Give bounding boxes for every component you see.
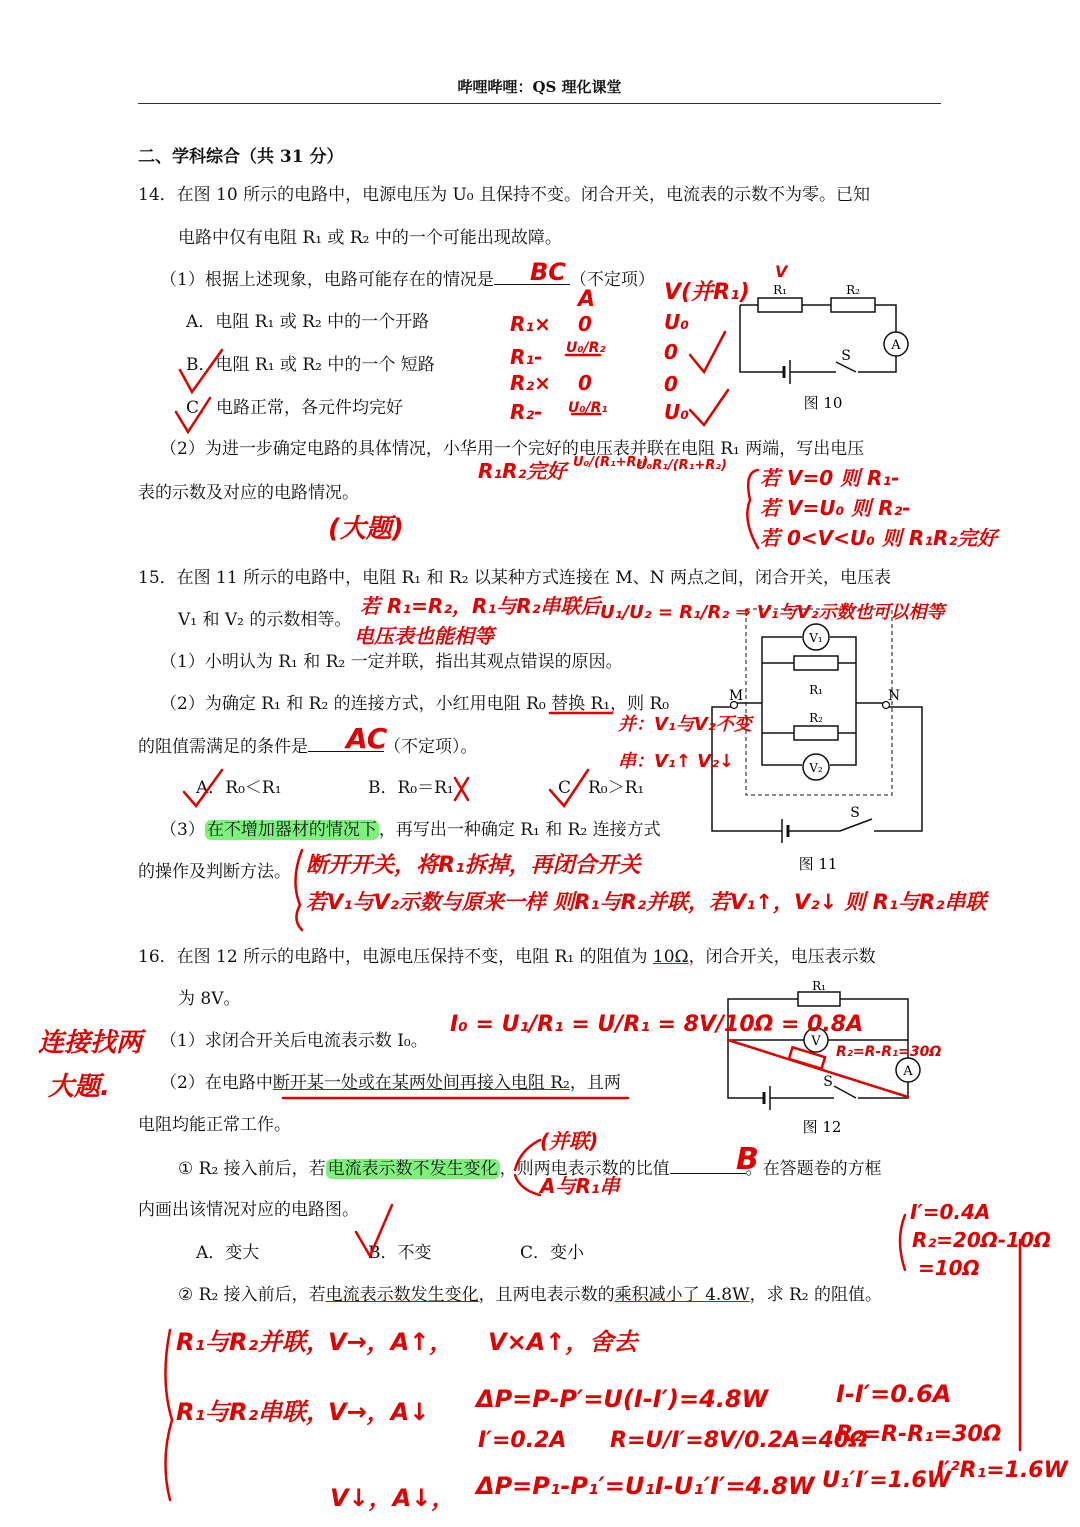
- ink-q14-good: R₁R₂完好: [478, 459, 567, 483]
- ink-q14-vr1: V(并R₁): [664, 280, 750, 305]
- check-q16-b: [356, 1205, 392, 1256]
- ink-q14-circle: V: [775, 262, 788, 281]
- ink-q14-r1x: R₁×: [510, 312, 551, 336]
- check-q14-v2: [690, 390, 728, 425]
- ink-q14-frac1: U₀/R₂: [566, 340, 606, 356]
- ink-q16-bl-a: R₁与R₂并联，: [176, 1328, 330, 1356]
- q15-part3-line2: 的操作及判断方法。: [138, 862, 291, 882]
- ink-q16-bing: (并联): [540, 1129, 599, 1153]
- fig11-r1-label: R₁: [809, 683, 823, 697]
- check-q15-a: [184, 770, 222, 806]
- q16-part2-prefix: （2）在电路中: [160, 1073, 273, 1093]
- ink-q16-r2: R₂=R-R₁=30Ω: [836, 1422, 1002, 1447]
- q14-option-a: A．电阻 R₁ 或 R₂ 中的一个开路: [186, 312, 430, 332]
- q15-part3-highlight: 在不增加器材的情况下: [206, 820, 377, 840]
- q16-stem-value: 10Ω: [652, 947, 689, 967]
- ink-q16-a-r1: A与R₁串: [540, 1174, 620, 1198]
- q14-part1-prefix: （1）根据上述现象，电路可能存在的情况是: [160, 270, 494, 290]
- ink-q14-zero1: 0: [578, 312, 592, 336]
- ink-q16-i1: I′=0.4A: [910, 1200, 991, 1224]
- q15-part2-line1: （2）为确定 R₁ 和 R₂ 的连接方式，小红用电阻 R₀ 替换 R₁，则 R₀: [160, 694, 670, 714]
- q15-stem-line1: 15．在图 11 所示的电路中，电阻 R₁ 和 R₂ 以某种方式连接在 M、N 两点之间，闭合开关，电压表: [138, 568, 892, 588]
- ink-q15-chuan: 串：V₁↑ V₂↓: [618, 751, 735, 772]
- ink-q14-cond2: 若 V=U₀ 则 R₂-: [760, 496, 911, 520]
- ink-q15-note2: 电压表也能相等: [354, 624, 494, 648]
- ink-q14-r1s: R₁-: [510, 345, 543, 369]
- ink-q14-r2s: R₂-: [510, 400, 543, 424]
- ink-q14-r2x: R₂×: [510, 371, 551, 395]
- ink-q14-cond3: 若 0<V<U₀ 则 R₁R₂完好: [760, 526, 998, 550]
- ink-q14-frac4: U₀R₁/(R₁+R₂): [636, 458, 727, 473]
- q16-sub1-suffix: 。在答题卷的方框: [745, 1159, 882, 1179]
- fig10-r1-label: R₁: [773, 283, 787, 297]
- q14-part2-line2: 表的示数及对应的电路情况。: [138, 483, 359, 503]
- ink-q16-bl-c: V×A↑，舍去: [488, 1328, 638, 1356]
- q15-stem-line2: V₁ 和 V₂ 的示数相等。: [178, 610, 352, 630]
- ink-q16-dp1: ΔP=P-P′=U(I-I′)=4.8W: [476, 1385, 769, 1413]
- q16-sub1-line2: 内画出该情况对应的电路图。: [138, 1200, 359, 1220]
- q16-sub1-prefix: ① R₂ 接入前后，若: [178, 1159, 326, 1179]
- ink-q16-r2-label: R₂=R-R₁=30Ω: [836, 1044, 942, 1060]
- q14-option-b: B．电阻 R₁ 或 R₂ 中的一个 短路: [186, 355, 435, 375]
- fig11-m-label: M: [728, 688, 744, 704]
- q15-part3-rest: ，再写出一种确定 R₁ 和 R₂ 连接方式: [378, 820, 661, 840]
- fig11-switch-label: S: [850, 805, 860, 821]
- q14-part1-suffix: （不定项）: [569, 270, 655, 290]
- q16-stem-suffix: ，闭合开关，电压表示数: [688, 947, 876, 967]
- check-q14-c: [176, 398, 210, 432]
- page-header: 哔哩哔哩：QS 理化课堂: [138, 76, 941, 104]
- ink-q16-side2: 大题.: [48, 1072, 110, 1102]
- fig10-caption: 图 10: [803, 394, 843, 412]
- q16-part1: （1）求闭合开关后电流表示数 I₀。: [160, 1031, 428, 1051]
- q16-part2-line2: 电阻均能正常工作。: [138, 1115, 291, 1135]
- ink-q16-cl-b: V→，A↓: [328, 1398, 430, 1426]
- q16-sub1-mid: ，则两电表示数的比值: [499, 1159, 670, 1179]
- fig10-ammeter-label: A: [891, 338, 901, 353]
- q16-sub2-underline1: 电流表示数发生变化: [325, 1285, 479, 1305]
- ink-q14-cond1: 若 V=0 则 R₁-: [760, 466, 900, 490]
- ink-q16-r2calc2: =10Ω: [918, 1256, 980, 1280]
- ink-q14-frac2: U₀/R₁: [568, 400, 608, 416]
- section-title: 二、学科综合（共 31 分）: [138, 147, 344, 167]
- ink-q14-zero3: 0: [664, 340, 678, 364]
- ink-q16-dp2: ΔP=P₁-P₁′=U₁I-U₁′I′=4.8W: [476, 1472, 815, 1500]
- ink-q15-bing: 并：V₁与V₂不变: [618, 714, 752, 735]
- ink-q15-answer: AC: [346, 722, 388, 755]
- q16-stem-prefix: 16．在图 12 所示的电路中，电源电压保持不变，电阻 R₁ 的阻值为: [138, 947, 653, 967]
- ink-q16-i2r: I′²R₁=1.6W: [936, 1458, 1068, 1483]
- fig11-v1-label: V₁: [809, 631, 823, 645]
- ink-q15-note1: 若 R₁=R₂，R₁与R₂串联后: [360, 594, 601, 618]
- fig11-n-label: N: [887, 688, 901, 704]
- ink-q15-op1: 断开开关，将R₁拆掉，再闭合开关: [306, 853, 641, 878]
- ink-q16-r2calc1: R₂=20Ω-10Ω: [912, 1228, 1051, 1252]
- fig12-voltmeter-label: V: [811, 1034, 821, 1049]
- ink-q16-bl-b: V→，A↑，: [328, 1328, 454, 1356]
- fig10-r2-label: R₂: [846, 283, 860, 297]
- ink-q16-di: I-I′=0.6A: [836, 1380, 952, 1408]
- ink-q16-side1: 连接找两: [38, 1028, 143, 1058]
- q15-option-c: C．R₀＞R₁: [558, 778, 645, 798]
- q16-sub2-mid: ，且两电表示数的: [478, 1285, 615, 1305]
- q16-sub2-underline2: 乘积减小了 4.8W: [614, 1285, 750, 1305]
- ink-q16-i2: I′=0.2A: [478, 1428, 567, 1453]
- brace-q14: [747, 470, 758, 548]
- fig12-r1-label: R₁: [812, 980, 826, 993]
- ink-q14-frac3: U₀/(R₁+R₂): [573, 455, 649, 470]
- q15-part2-prefix: 的阻值需满足的条件是: [138, 737, 308, 757]
- ink-q16-vv-a: V↓，A↓，: [330, 1484, 456, 1512]
- q15-part3-prefix: （3）: [160, 820, 205, 840]
- q16-option-c: C．变小: [520, 1243, 585, 1263]
- ink-q14-answer: BC: [530, 258, 566, 286]
- q14-option-c: C．电路正常，各元件均完好: [186, 398, 404, 418]
- q15-option-a: A．R₀＜R₁: [196, 778, 282, 798]
- ink-q14-zero2: 0: [578, 371, 592, 395]
- brace-q15: [295, 850, 302, 930]
- q15-part1: （1）小明认为 R₁ 和 R₂ 一定并联，指出其观点错误的原因。: [160, 652, 623, 672]
- q16-sub2-suffix: ，求 R₂ 的阻值。: [749, 1285, 883, 1305]
- q14-stem-line1: 14．在图 10 所示的电路中，电源电压为 U₀ 且保持不变。闭合开关，电流表的示数不为零。已知: [138, 185, 871, 205]
- q16-sub1-highlight: 电流表示数不发生变化: [327, 1159, 498, 1179]
- fig11-v2-label: V₂: [809, 761, 823, 775]
- ink-q16-answer: B: [736, 1142, 759, 1177]
- fig12-switch-label: S: [823, 1074, 833, 1090]
- q15-part2-suffix: （不定项）。: [384, 737, 478, 757]
- q15-option-b: B．R₀＝R₁: [368, 778, 454, 798]
- ink-q14-a: A: [578, 287, 596, 312]
- check-q14-b: [180, 350, 222, 392]
- q16-sub2-prefix: ② R₂ 接入前后，若: [178, 1285, 326, 1305]
- ink-q16-cl-a: R₁与R₂串联，: [176, 1398, 330, 1426]
- q16-part2-underlined: 断开某一处或在某两处间再接入电阻 R₂: [272, 1073, 570, 1093]
- q16-part2-suffix: ，且两: [569, 1073, 621, 1093]
- check-q15-c: [550, 770, 588, 806]
- brace-q16: [165, 1330, 172, 1500]
- q14-stem-line2: 电路中仅有电阻 R₁ 或 R₂ 中的一个可能出现故障。: [178, 228, 562, 248]
- fig12-ammeter-label: A: [903, 1064, 913, 1079]
- ink-q16-r: R=U/I′=8V/0.2A=40Ω: [610, 1428, 868, 1453]
- q16-option-a: A．变大: [196, 1243, 260, 1263]
- ink-q14-u01: U₀: [664, 310, 689, 334]
- fig11-caption: 图 11: [798, 855, 838, 873]
- ink-q14-zero4: 0: [664, 372, 678, 396]
- q16-option-b: B．不变: [368, 1243, 432, 1263]
- fig12-caption: 图 12: [802, 1118, 842, 1136]
- q14-part2-line1: （2）为进一步确定电路的具体情况，小华用一个完好的电压表并联在电阻 R₁ 两端，写出电压: [160, 439, 865, 459]
- check-q14-v1: [690, 332, 725, 372]
- ink-q14-note: (大题): [328, 514, 404, 544]
- ink-q16-io: I₀ = U₁/R₁ = U/R₁ = 8V/10Ω = 0.8A: [450, 1012, 864, 1037]
- fig10-switch-label: S: [841, 348, 851, 364]
- ink-q15-formula: U₁/U₂ = R₁/R₂ ⇒ V₁与V₂示数也可以相等: [600, 602, 945, 623]
- ink-q16-ui: U₁′I′=1.6W: [822, 1468, 951, 1493]
- fig11-r2-label: R₂: [809, 711, 823, 725]
- ink-q15-op2: 若V₁与V₂示数与原来一样 则R₁与R₂并联，若V₁↑，V₂↓ 则 R₁与R₂串联: [306, 890, 987, 914]
- q16-stem-line2: 为 8V。: [178, 989, 241, 1009]
- cross-q15-b: [455, 778, 468, 800]
- ink-q14-u02: U₀: [664, 400, 689, 424]
